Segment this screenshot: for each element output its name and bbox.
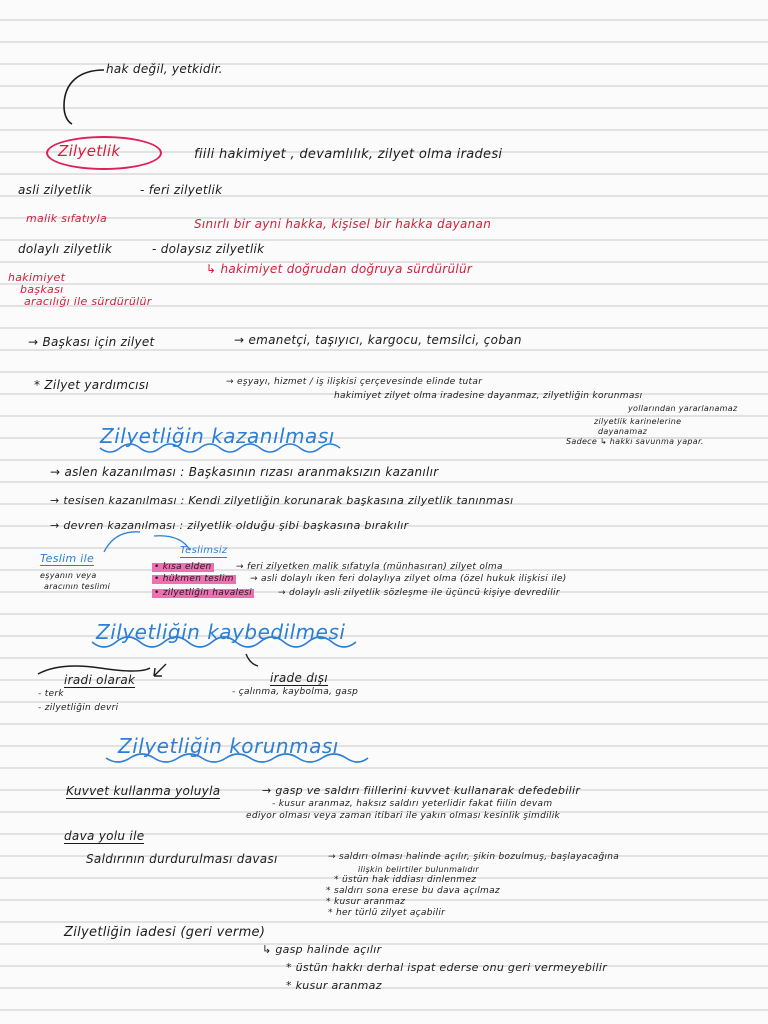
asli-note: malik sıfatıyla (26, 212, 108, 225)
devren-kazanim: → devren kazanılması : zilyetlik olduğu şibi başkasına bırakılır (50, 519, 409, 532)
saldiri-line-5: * kusur aranmaz (326, 897, 406, 907)
baskasi-icin-zilyet: → Başkası için zilyet (28, 335, 155, 349)
teslim-ile-note-1: eşyanın veya (40, 571, 97, 580)
saldiri-line-1: → saldırı olması halinde açılır, şikin bozulmuş, başlayacağına (328, 852, 620, 862)
kisa-elden-desc: → feri zilyetken malik sıfatıyla (münhasıran) zilyet olma (236, 562, 503, 572)
dolayli-note-1: hakimiyet (8, 271, 66, 284)
iade-line-2: * üstün hakkı derhal ispat ederse onu geri vermeyebilir (286, 961, 608, 974)
zilyet-yardimcisi: * Zilyet yardımcısı (34, 378, 149, 392)
zilyetligin-havalesi-desc: → dolaylı asli zilyetlik sözleşme ile üçüncü kişiye devredilir (278, 588, 560, 598)
baskasi-icin-zilyet-list: → emanetçi, taşıyıcı, kargocu, temsilci, çoban (234, 333, 522, 347)
hukmen-teslim-desc: → asli dolaylı iken feri dolaylıya zilyet olma (özel hukuk ilişkisi ile) (250, 574, 567, 584)
feri-zilyetlik: - feri zilyetlik (140, 183, 223, 197)
iradi-item-2: - zilyetliğin devri (38, 703, 119, 713)
irade-disi-item-1: - çalınma, kaybolma, gasp (232, 687, 359, 697)
section-kaybedilmesi-title: Zilyetliğin kaybedilmesi (96, 620, 346, 644)
dolaysiz-zilyetlik: - dolaysız zilyetlik (152, 242, 265, 256)
yardimci-line-5: dayanamaz (598, 427, 648, 436)
yardimci-line-4: zilyetlik karinelerine (594, 417, 682, 426)
dolayli-note-3: aracılığı ile sürdürülür (24, 295, 152, 308)
kuvvet-line-3: ediyor olması veya zaman itibari ile yakın olması kesinlik şimdilik (246, 811, 561, 821)
saldiri-line-6: * her türlü zilyet açabilir (328, 908, 446, 918)
teslim-ile-note-2: aracının teslimi (44, 582, 111, 591)
yardimci-line-1: → eşyayı, hizmet / iş ilişkisi çerçevesinde elinde tutar (226, 377, 483, 387)
teslimsiz: Teslimsiz (180, 545, 228, 556)
dava-yolu: dava yolu ile (64, 829, 145, 843)
kuvvet-line-1: → gasp ve saldırı fiillerini kuvvet kullanarak defedebilir (262, 784, 581, 797)
yardimci-line-6: Sadece ↳ hakkı savunma yapar. (566, 437, 704, 446)
zilyetligin-havalesi: • zilyetliğin havalesi (154, 588, 252, 598)
dolayli-zilyetlik: dolaylı zilyetlik (18, 242, 113, 256)
teslim-ile: Teslim ile (40, 552, 95, 565)
page-title: Zilyetlik (58, 142, 121, 160)
saldiri-line-4: * saldırı sona erese bu dava açılmaz (326, 886, 500, 896)
iradi-olarak: iradi olarak (64, 673, 136, 687)
asli-zilyetlik: asli zilyetlik (18, 183, 93, 197)
top-aside: hak değil, yetkidir. (106, 62, 223, 76)
aslen-kazanim: → aslen kazanılması : Başkasının rızası aranmaksızın kazanılır (50, 465, 439, 479)
yardimci-line-3: yollarından yararlanamaz (628, 404, 738, 413)
dolaysiz-note: ↳ hakimiyet doğrudan doğruya sürdürülür (206, 262, 473, 276)
zilyetligin-iadesi: Zilyetliğin iadesi (geri verme) (64, 925, 266, 940)
definition: fiili hakimiyet , devamlılık, zilyet olma iradesi (194, 147, 503, 162)
kuvvet-line-2: - kusur aranmaz, haksız saldırı yeterlidir fakat fiilin devam (272, 799, 553, 809)
irade-disi: irade dışı (270, 671, 328, 685)
feri-note: Sınırlı bir ayni hakka, kişisel bir hakka dayanan (194, 217, 492, 231)
dolayli-note-2: başkası (20, 283, 64, 296)
saldiri-line-3: * üstün hak iddiası dinlenmez (334, 875, 477, 885)
iade-line-3: * kusur aranmaz (286, 979, 382, 992)
tesisen-kazanim: → tesisen kazanılması : Kendi zilyetliğin korunarak başkasına zilyetlik tanınması (50, 494, 514, 507)
section-korunmasi-title: Zilyetliğin korunması (118, 734, 339, 758)
kuvvet-kullanma: Kuvvet kullanma yoluyla (66, 784, 221, 798)
section-kazanim-title: Zilyetliğin kazanılması (100, 424, 335, 448)
yardimci-line-2: hakimiyet zilyet olma iradesine dayanmaz, zilyetliğin korunması (334, 391, 643, 401)
iade-line-1: ↳ gasp halinde açılır (262, 943, 382, 956)
saldiri-line-2: ilişkin belirtiler bulunmalıdır (358, 865, 479, 874)
hukmen-teslim: • hükmen teslim (154, 574, 234, 584)
saldiri-davasi: Saldırının durdurulması davası (86, 852, 278, 866)
kisa-elden: • kısa elden (154, 562, 212, 572)
iradi-item-1: - terk (38, 689, 64, 699)
